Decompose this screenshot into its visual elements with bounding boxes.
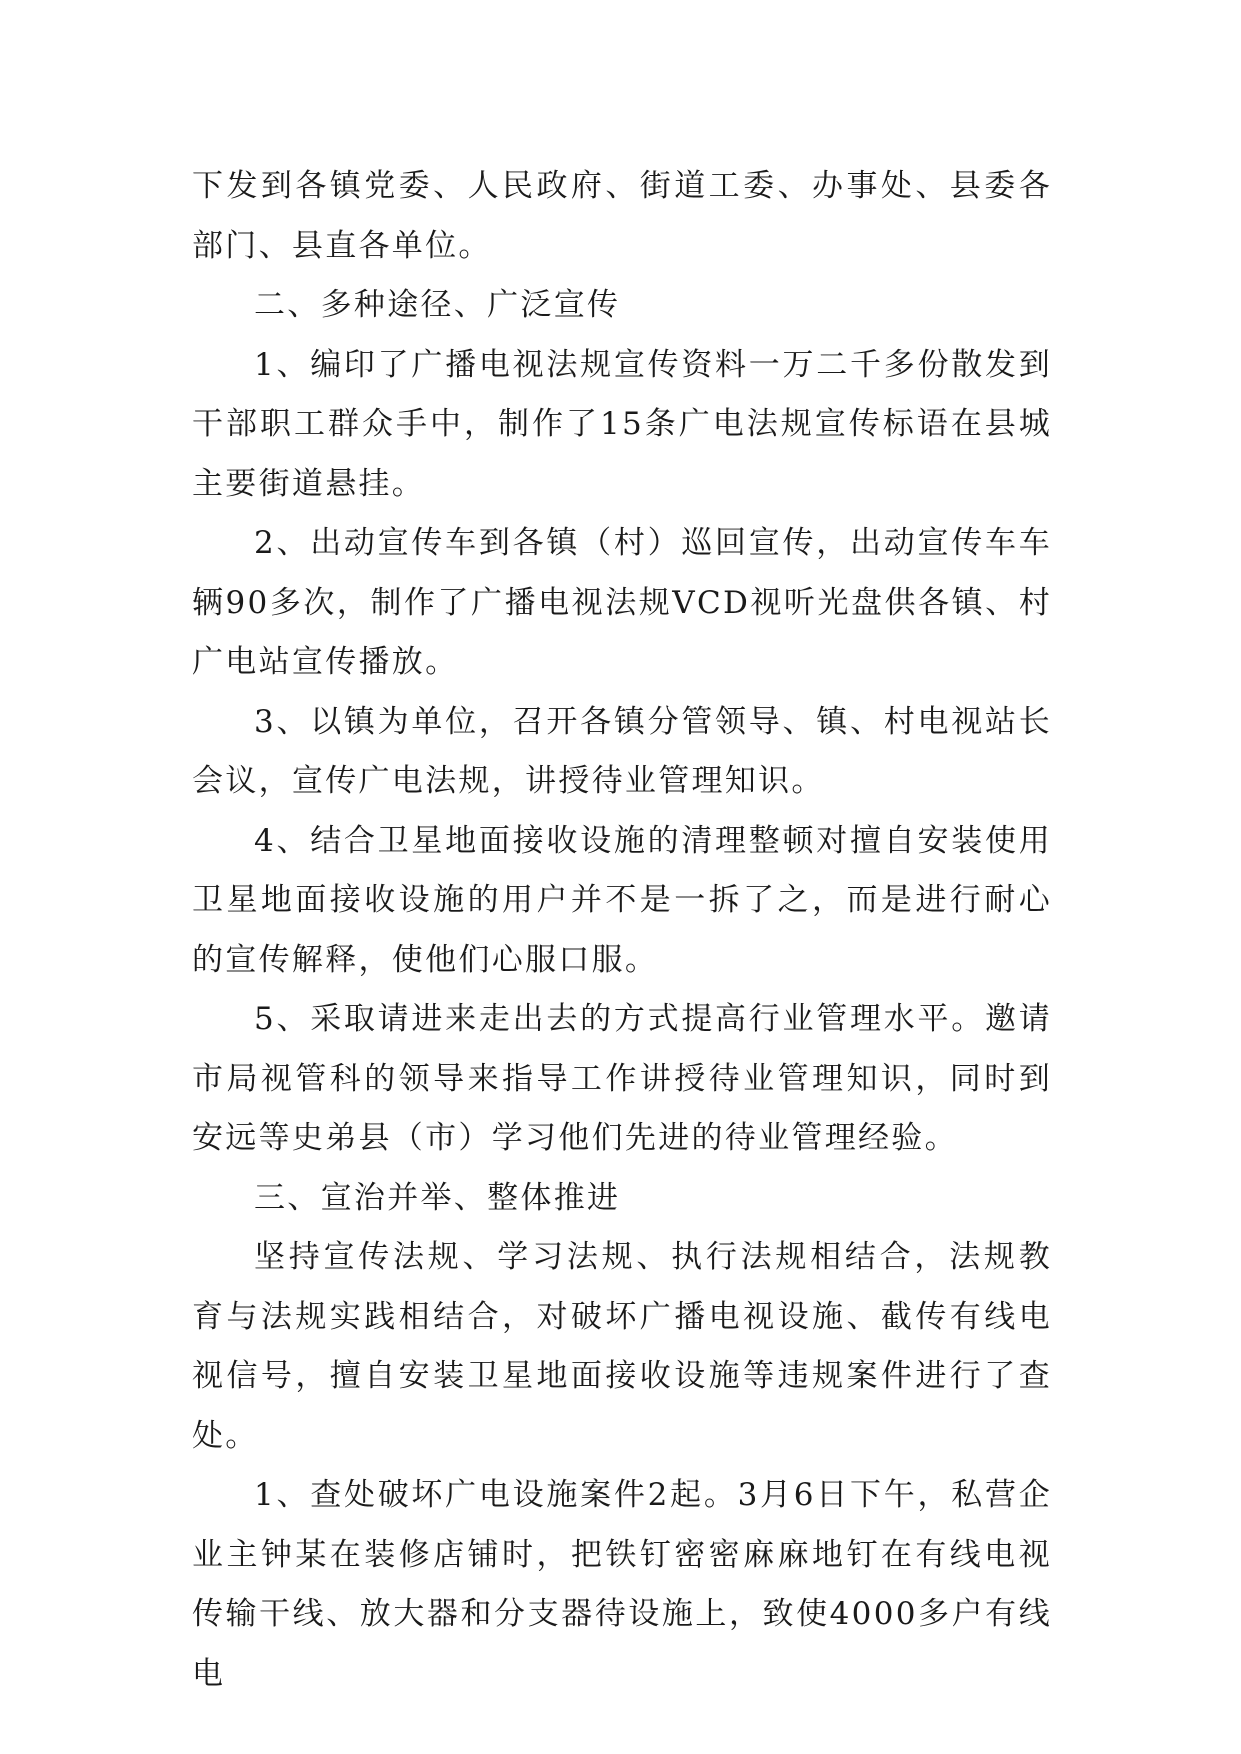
- section-heading-2: 二、多种途径、广泛宣传: [254, 287, 621, 323]
- paragraph-intro-3: 坚持宣传法规、学习法规、执行法规相结合，法规教育与法规实践相结合，对破坏广播电视设施、截传有线电视信号，擅自安装卫星地面接收设施等违规案件进行了查处。: [192, 1239, 1052, 1454]
- document-body: [192, 157, 1052, 1704]
- paragraph-1: 下发到各镇党委、人民政府、街道工委、办事处、县委各部门、县直各单位。: [192, 168, 1052, 264]
- paragraph-case-1: 1、查处破坏广电设施案件2起。3月6日下午，私营企业主钟某在装修店铺时，把铁钉密密麻麻地钉在有线电视传输干线、放大器和分支器待设施上，致使4000多户有线电: [192, 1477, 1052, 1692]
- paragraph-item-5: 5、采取请进来走出去的方式提高行业管理水平。邀请市局视管科的领导来指导工作讲授待业管理知识，同时到安远等史弟县（市）学习他们先进的待业管理经验。: [192, 1001, 1052, 1156]
- paragraph-item-4: 4、结合卫星地面接收设施的清理整顿对擅自安装使用卫星地面接收设施的用户并不是一拆了之，而是进行耐心的宣传解释，使他们心服口服。: [192, 822, 1052, 978]
- paragraph-item-1: 1、编印了广播电视法规宣传资料一万二千多份散发到干部职工群众手中，制作了15条广电法规宣传标语在县城主要街道悬挂。: [192, 346, 1052, 502]
- paragraph-item-3: 3、以镇为单位，召开各镇分管领导、镇、村电视站长会议，宣传广电法规，讲授待业管理知识。: [192, 703, 1052, 799]
- paragraph-item-2: 2、出动宣传车到各镇（村）巡回宣传，出动宣传车车辆90多次，制作了广播电视法规VCD视听光盘供各镇、村广电站宣传播放。: [192, 525, 1052, 680]
- section-heading-3: 三、宣治并举、整体推进: [254, 1179, 621, 1216]
